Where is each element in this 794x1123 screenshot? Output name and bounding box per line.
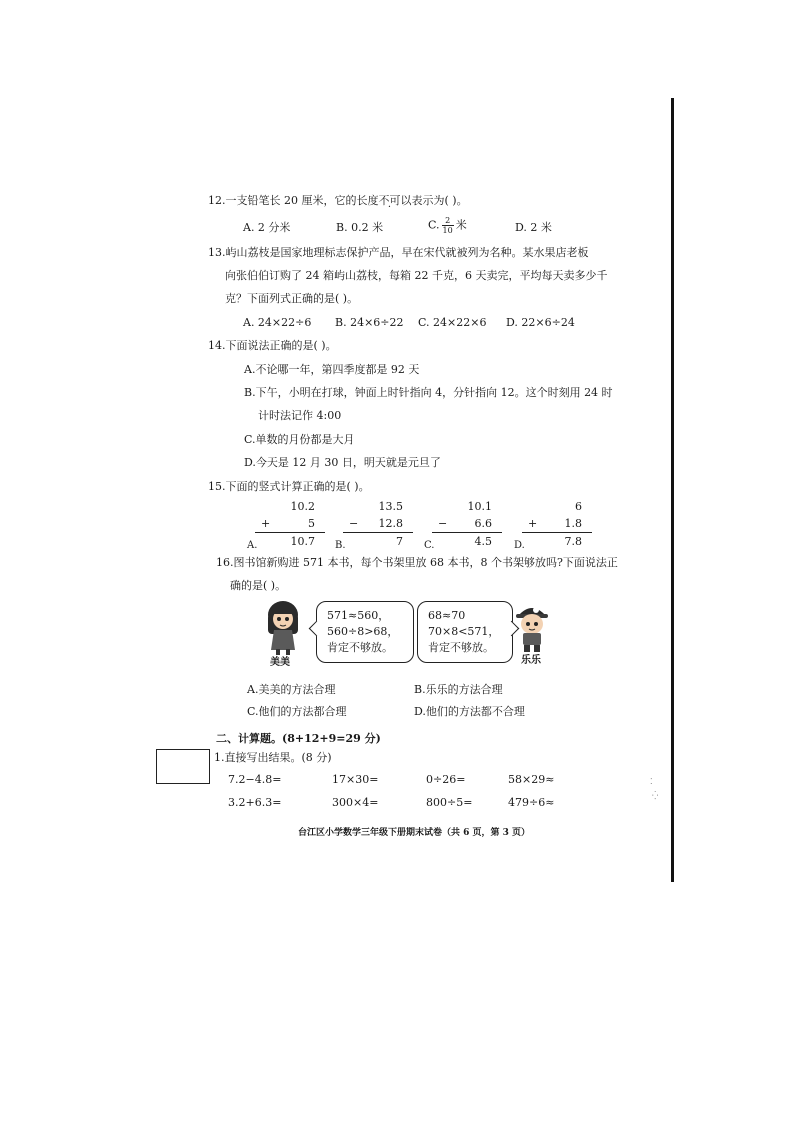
fraction [442, 216, 454, 235]
q15-vertical-calc-d[interactable] [514, 500, 592, 561]
q16-line-2: 确的是( )。 [230, 579, 287, 592]
score-box[interactable] [156, 749, 210, 784]
q13-option-d[interactable]: D. 22×6÷24 [506, 316, 575, 329]
calc-operator: + [528, 517, 538, 530]
bubble-line: 肯定不够放。 [428, 641, 494, 654]
q12-option-b[interactable]: B. 0.2 米 [336, 221, 384, 234]
calc-result: 10.7 [290, 535, 315, 548]
calc-item[interactable]: 7.2−4.8= [228, 773, 282, 786]
q16-line-1: 16.图书馆新购进 571 本书，每个书架里放 68 本书，8 个书架够放吗?下面说法正 [216, 556, 618, 569]
calc-rule-line [255, 532, 325, 533]
page-footer: 台江区小学数学三年级下册期末试卷（共 6 页，第 3 页） [298, 828, 531, 838]
q12-stem-before: 12.一支铅笔长 20 厘米，它的长度 [208, 194, 379, 207]
q15-vertical-calc-b[interactable] [335, 500, 413, 561]
fraction-numerator: 2 [442, 216, 454, 226]
q15-stem: 15.下面的竖式计算正确的是( )。 [208, 480, 370, 493]
q14-stem: 14.下面说法正确的是( )。 [208, 339, 337, 352]
q13-option-b[interactable]: B. 24×6÷22 [335, 316, 404, 329]
q15-vertical-calc-c[interactable] [424, 500, 502, 561]
calc-option-label: A. [247, 540, 258, 551]
q12-stem-emphasis: 不可 [378, 194, 401, 207]
q12-stem [208, 195, 468, 206]
bubble-line: 70×8<571， [428, 625, 500, 638]
calc-rule-line [343, 532, 413, 533]
calc-result: 7 [396, 535, 403, 548]
scan-edge-line [671, 98, 674, 882]
calc-item[interactable]: 0÷26= [426, 773, 466, 786]
calc-option-label: B. [335, 540, 346, 551]
meimei-name: 美美 [270, 657, 290, 668]
meimei-illustration [262, 600, 304, 656]
q12-option-c-label: C. [428, 218, 440, 232]
lele-speech-bubble [417, 601, 513, 663]
calc-operator: + [261, 517, 271, 530]
section-2-title: 二、计算题。(8+12+9=29 分) [216, 732, 381, 745]
calc-result: 7.8 [564, 535, 582, 548]
calc-rule-line [522, 532, 592, 533]
calc-second-number: 1.8 [564, 517, 582, 530]
calc-second-number: 12.8 [378, 517, 403, 530]
calc-second-number: 5 [308, 517, 315, 530]
calc-item[interactable]: 479÷6≈ [508, 796, 555, 809]
q14-option-c[interactable]: C.单数的月份都是大月 [244, 433, 355, 446]
scan-speckle: ⁚ [650, 777, 653, 786]
fraction-denominator: 10 [442, 226, 453, 235]
calc-operator: − [349, 517, 359, 530]
q13-option-a[interactable]: A. 24×22÷6 [243, 316, 312, 329]
q16-option-c[interactable]: C.他们的方法都合理 [247, 705, 347, 718]
q12-option-c[interactable] [428, 216, 467, 235]
bubble-line: 560÷8>68， [327, 625, 399, 638]
calc-item[interactable]: 800÷5= [426, 796, 473, 809]
bubble-line: 571≈560， [327, 609, 390, 622]
bubble-line: 肯定不够放。 [327, 641, 393, 654]
q12-stem-after: 以表示为( )。 [400, 194, 468, 207]
q12-option-a[interactable]: A. 2 分米 [243, 221, 291, 234]
q16-option-a[interactable]: A.美美的方法合理 [247, 683, 336, 696]
q14-option-b-line-2: 计时法记作 4:00 [258, 409, 342, 422]
calc-item[interactable]: 58×29≈ [508, 773, 555, 786]
scan-speckle: ⁛ [652, 791, 659, 800]
calc-item[interactable]: 3.2+6.3= [228, 796, 282, 809]
calc-rule-line [432, 532, 502, 533]
calc-top-number: 10.1 [467, 500, 492, 513]
q14-option-b-line-1[interactable]: B.下午，小明在打球，钟面上时针指向 4，分针指向 12。这个时刻用 24 时 [244, 386, 613, 399]
calc-top-number: 13.5 [378, 500, 403, 513]
calc-result: 4.5 [474, 535, 492, 548]
calc-top-number: 6 [575, 500, 582, 513]
calc-option-label: C. [424, 540, 435, 551]
q12-option-d[interactable]: D. 2 米 [515, 221, 552, 234]
q14-option-d[interactable]: D.今天是 12 月 30 日，明天就是元旦了 [244, 456, 441, 469]
q13-option-c[interactable]: C. 24×22×6 [418, 316, 487, 329]
q15-vertical-calc-a[interactable] [247, 500, 325, 561]
meimei-speech-bubble [316, 601, 414, 663]
q12-option-c-unit: 米 [455, 218, 467, 232]
calc-second-number: 6.6 [474, 517, 492, 530]
q16-option-b[interactable]: B.乐乐的方法合理 [414, 683, 503, 696]
q16-option-d[interactable]: D.他们的方法都不合理 [414, 705, 525, 718]
calc-item[interactable]: 17×30= [332, 773, 379, 786]
section-2-subtitle: 1.直接写出结果。(8 分) [214, 751, 332, 764]
calc-top-number: 10.2 [290, 500, 315, 513]
calc-option-label: D. [514, 540, 525, 551]
calc-operator: − [438, 517, 448, 530]
q13-line-1: 13.屿山荔枝是国家地理标志保护产品，早在宋代就被列为名种。某水果店老板 [208, 246, 589, 259]
calc-item[interactable]: 300×4= [332, 796, 379, 809]
q14-option-a[interactable]: A.不论哪一年，第四季度都是 92 天 [244, 363, 420, 376]
lele-name: 乐乐 [521, 655, 541, 666]
q13-line-3: 克？下面列式正确的是( )。 [225, 292, 359, 305]
lele-illustration [512, 602, 552, 654]
bubble-line: 68≈70 [428, 609, 466, 622]
q13-line-2: 向张伯伯订购了 24 箱屿山荔枝，每箱 22 千克，6 天卖完，平均每天卖多少千 [225, 269, 608, 282]
